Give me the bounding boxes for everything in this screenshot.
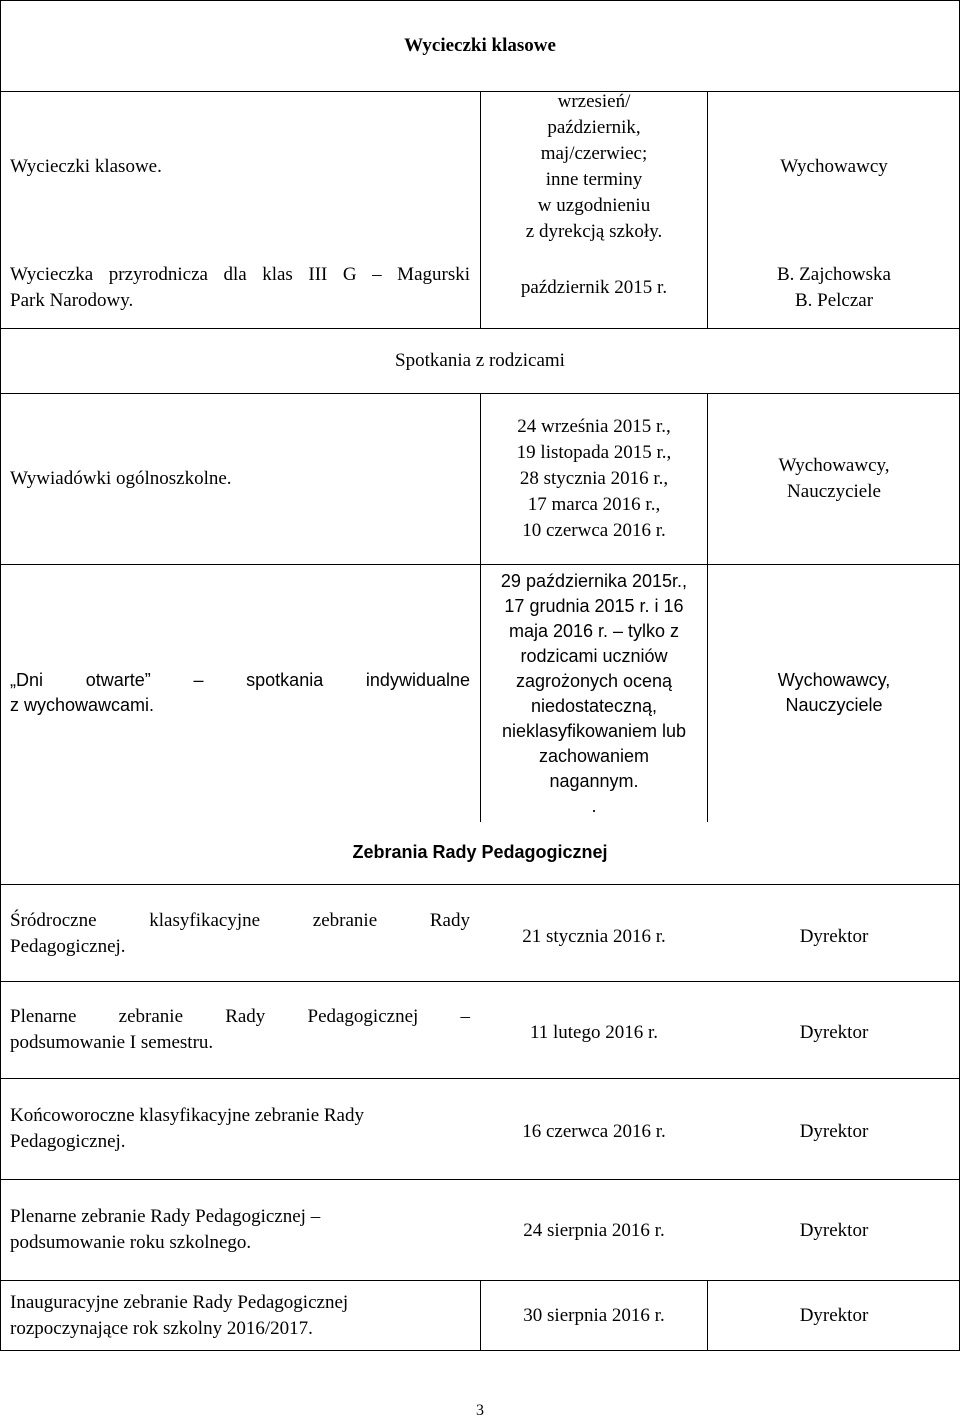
date-cell <box>481 566 707 822</box>
date-line: rodzicami uczniów <box>520 646 668 666</box>
task-cell <box>0 566 480 820</box>
date-line: 24 września 2015 r., <box>517 416 671 437</box>
date-line: wrzesień/ <box>557 91 631 112</box>
task-cell <box>0 394 480 564</box>
responsible-text: Nauczyciele <box>787 481 881 502</box>
date-line: zagrożonych oceną <box>515 671 673 691</box>
date-line: 19 listopada 2015 r., <box>516 442 672 463</box>
date-line: 17 marca 2016 r., <box>527 494 661 515</box>
date-cell <box>481 394 707 564</box>
responsible-text: B. Zajchowska <box>777 264 891 285</box>
responsible-cell <box>708 566 960 820</box>
section-header-wycieczki <box>0 0 960 92</box>
responsible-text: Wychowawcy <box>780 156 888 177</box>
date-line: 11 lutego 2016 r. <box>529 1022 659 1043</box>
section-title: Wycieczki klasowe <box>404 35 556 56</box>
task-text: Pedagogicznej. <box>10 936 126 957</box>
date-line: zachowaniem <box>538 746 650 766</box>
task-text: Inauguracyjne zebranie Rady Pedagogicznej <box>10 1292 349 1313</box>
date-line: 10 czerwca 2016 r. <box>522 520 666 541</box>
date-cell <box>481 982 707 1078</box>
responsible-text: Wychowawcy, <box>777 670 891 690</box>
date-line: w uzgodnieniu <box>537 195 651 216</box>
date-line: nieklasyfikowaniem lub <box>501 721 687 741</box>
responsible-text: Dyrektor <box>799 1305 869 1326</box>
date-line: 24 sierpnia 2016 r. <box>523 1220 665 1241</box>
section-header-zebrania <box>0 823 960 881</box>
task-text: „Dni otwarte” – spotkania indywidualne <box>10 670 470 690</box>
task-cell <box>0 1281 480 1351</box>
task-cell <box>0 248 480 328</box>
responsible-cell <box>708 394 960 564</box>
responsible-text: Dyrektor <box>799 1220 869 1241</box>
date-line: niedostateczną, <box>530 696 658 716</box>
date-line: 28 stycznia 2016 r., <box>519 468 669 489</box>
date-cell <box>481 1180 707 1280</box>
section-title: Zebrania Rady Pedagogicznej <box>352 841 608 862</box>
responsible-cell <box>708 92 960 242</box>
task-text: Park Narodowy. <box>10 290 134 311</box>
task-cell <box>0 92 480 242</box>
section-header-spotkania <box>0 329 960 393</box>
task-cell <box>0 1079 480 1179</box>
responsible-cell <box>708 1281 960 1351</box>
date-line: 21 stycznia 2016 r. <box>522 926 666 947</box>
task-text: Wywiadówki ogólnoszkolne. <box>10 468 232 489</box>
date-line: inne terminy <box>545 169 643 190</box>
date-line: . <box>591 796 597 816</box>
task-text: Wycieczki klasowe. <box>10 156 162 177</box>
task-cell <box>0 982 480 1078</box>
page-number: 3 <box>476 1402 484 1419</box>
task-text: Wycieczka przyrodnicza dla klas III G – Magurski <box>10 264 470 285</box>
task-text: rozpoczynające rok szkolny 2016/2017. <box>10 1318 313 1339</box>
responsible-cell <box>708 887 960 981</box>
date-line: 29 października 2015r., <box>500 571 688 591</box>
date-line: z dyrekcją szkoły. <box>525 221 663 242</box>
task-text: podsumowanie roku szkolnego. <box>10 1232 252 1253</box>
task-text: z wychowawcami. <box>10 695 155 715</box>
responsible-text: Dyrektor <box>799 1121 869 1142</box>
date-cell <box>481 887 707 981</box>
date-line: nagannym. <box>549 771 639 791</box>
date-line: 30 sierpnia 2016 r. <box>523 1305 665 1326</box>
task-text: Śródroczne klasyfikacyjne zebranie Rady <box>10 910 470 931</box>
date-cell <box>481 1079 707 1179</box>
date-line: 17 grudnia 2015 r. i 16 <box>504 596 684 616</box>
date-line: październik 2015 r. <box>520 277 668 298</box>
task-text: podsumowanie I semestru. <box>10 1032 214 1053</box>
section-title: Spotkania z rodzicami <box>395 350 565 371</box>
date-cell <box>481 248 707 328</box>
task-text: Plenarne zebranie Rady Pedagogicznej – <box>10 1206 321 1227</box>
date-line: maja 2016 r. – tylko z <box>508 621 680 641</box>
date-line: 16 czerwca 2016 r. <box>522 1121 666 1142</box>
responsible-text: Wychowawcy, <box>778 455 890 476</box>
responsible-text: Dyrektor <box>799 926 869 947</box>
task-cell <box>0 887 480 981</box>
task-cell <box>0 1180 480 1280</box>
responsible-cell <box>708 248 960 328</box>
task-text: Pedagogicznej. <box>10 1131 126 1152</box>
responsible-cell <box>708 982 960 1078</box>
task-text: Końcoworoczne klasyfikacyjne zebranie Rady <box>10 1105 364 1126</box>
date-line: maj/czerwiec; <box>540 143 648 164</box>
responsible-cell <box>708 1079 960 1179</box>
date-cell <box>481 1281 707 1351</box>
responsible-text: B. Pelczar <box>794 290 874 311</box>
responsible-text: Dyrektor <box>799 1022 869 1043</box>
task-text: Plenarne zebranie Rady Pedagogicznej – <box>10 1006 470 1027</box>
date-line: październik, <box>547 117 641 138</box>
responsible-cell <box>708 1180 960 1280</box>
responsible-text: Nauczyciele <box>785 695 883 715</box>
date-cell <box>481 92 707 242</box>
